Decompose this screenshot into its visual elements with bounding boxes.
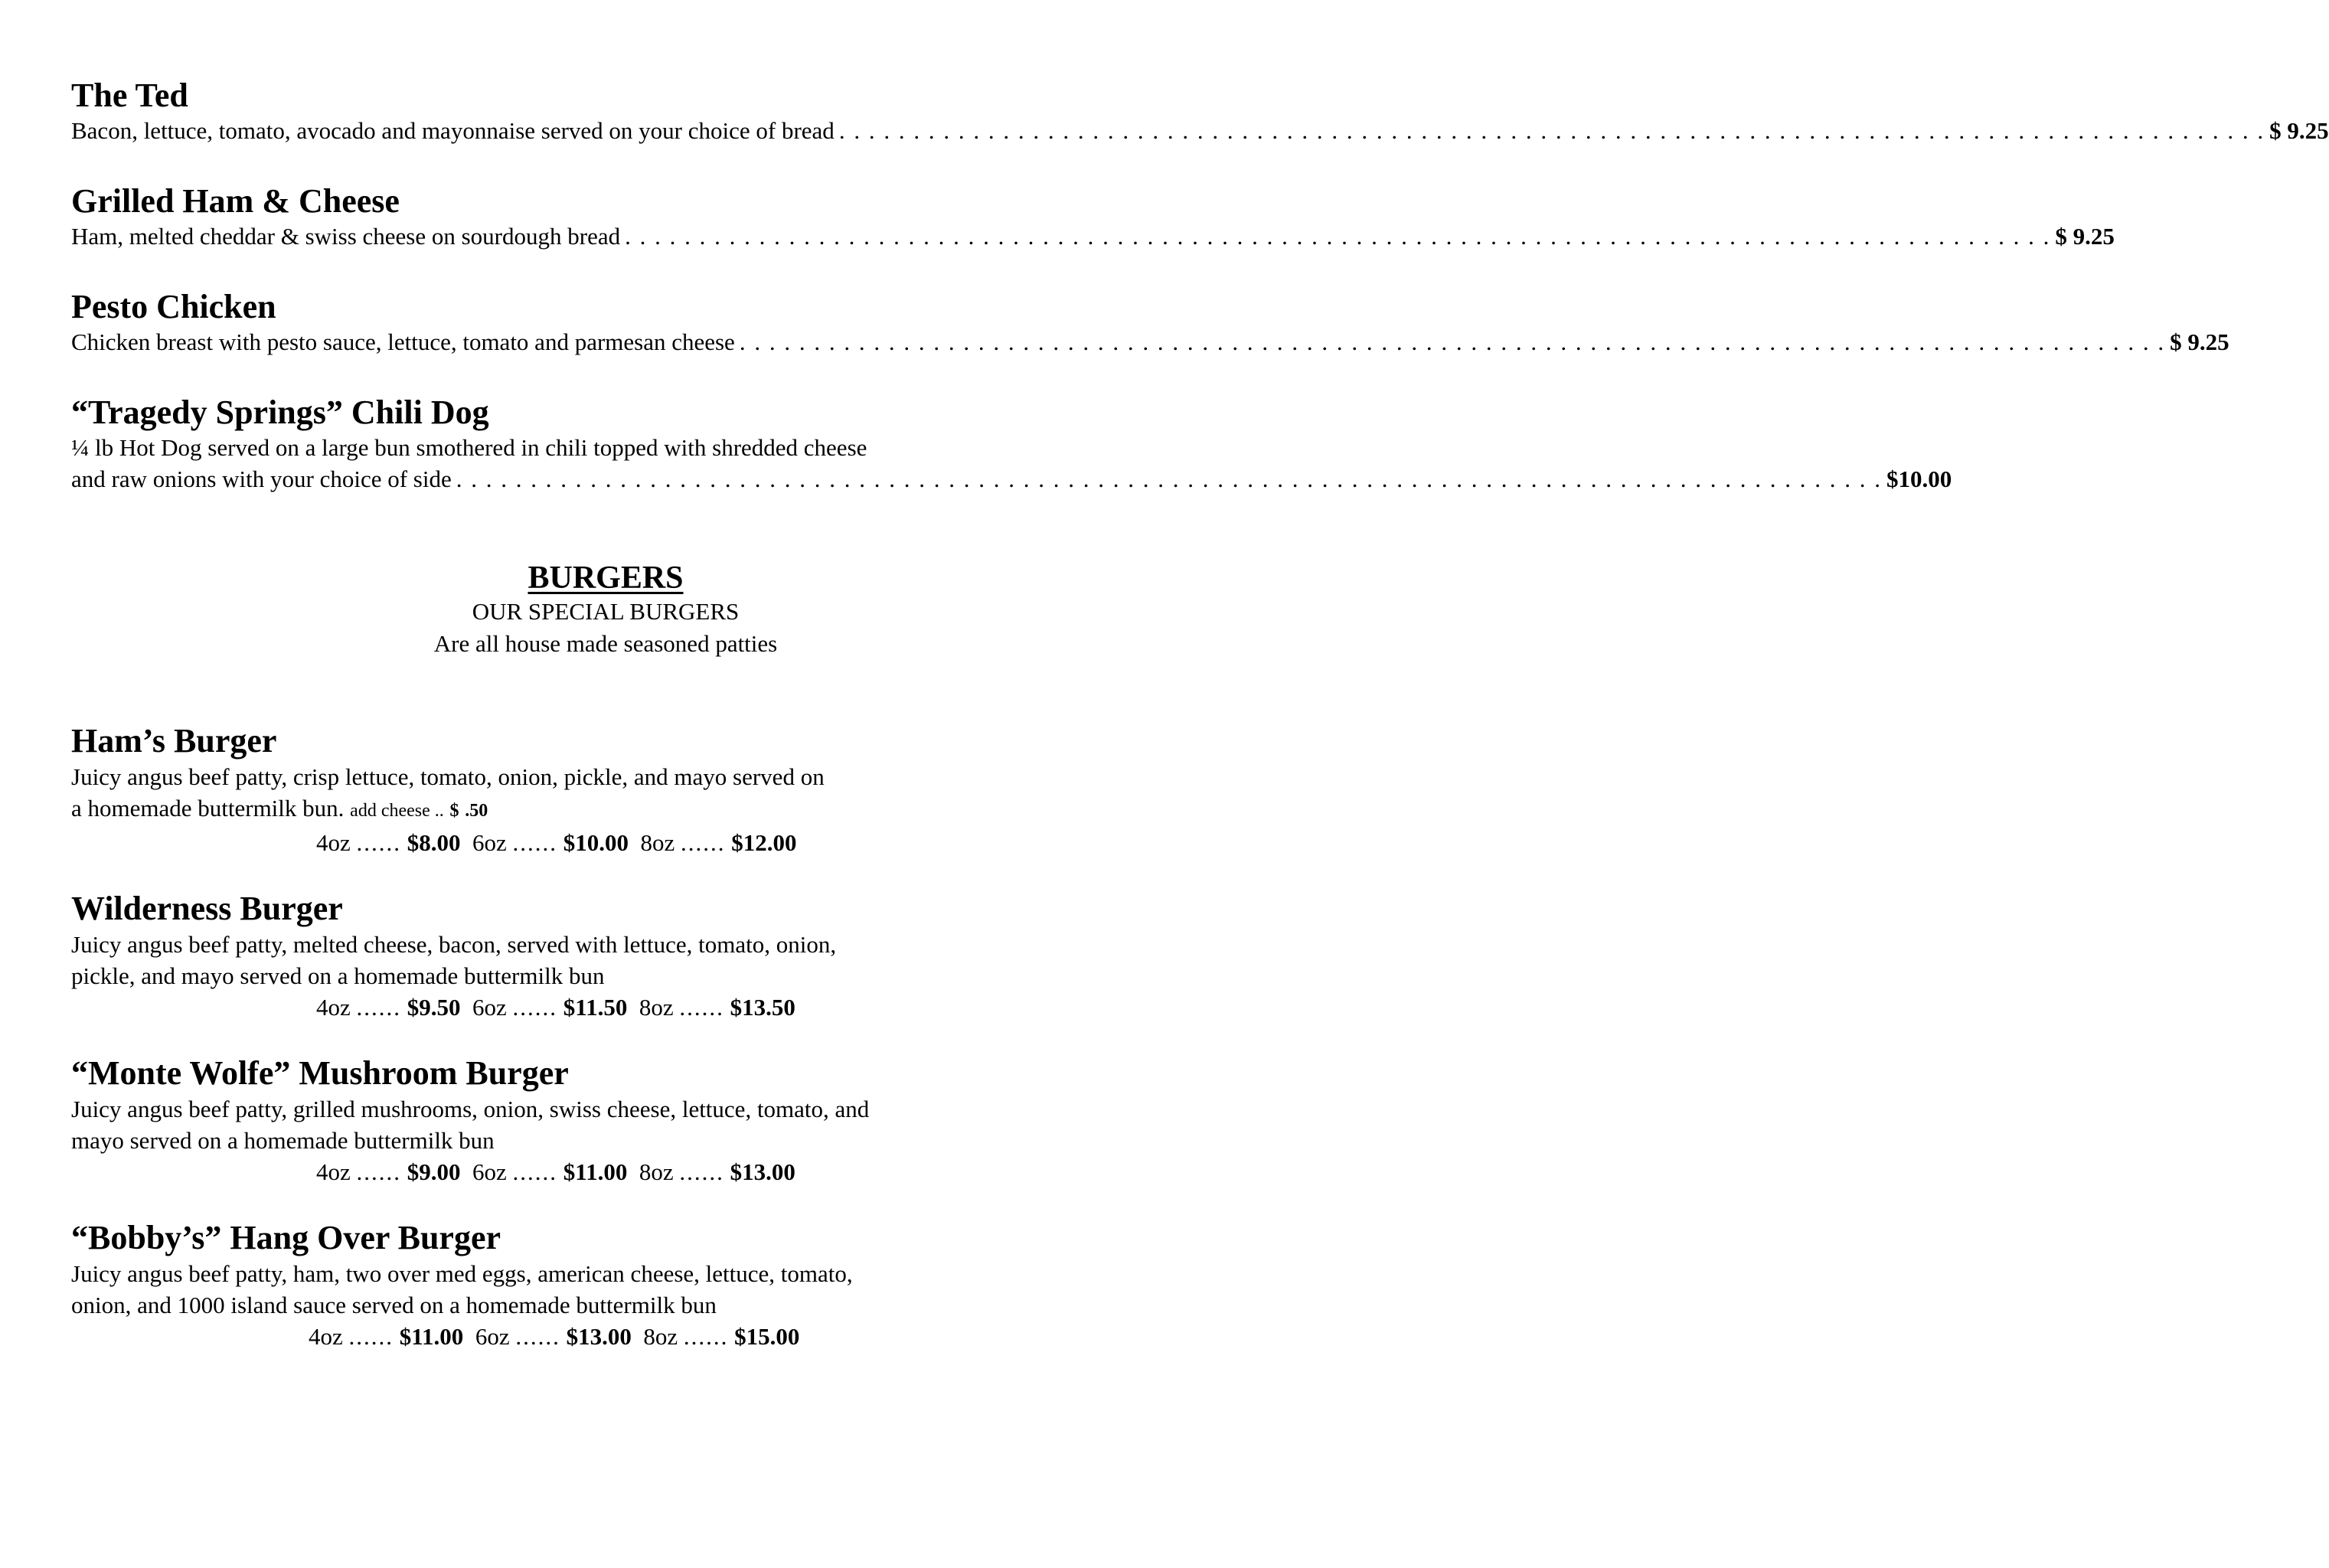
dot-leader: ...... [348, 1323, 394, 1350]
item-description: onion, and 1000 island sauce served on a homemade buttermilk bun [71, 1292, 717, 1318]
item-price: $ 9.25 [2055, 223, 2115, 250]
size-price: $11.00 [563, 1158, 628, 1185]
item-title: “Tragedy Springs” Chili Dog [71, 394, 489, 431]
size-label: 6oz [472, 829, 507, 856]
size-label: 8oz [639, 1158, 674, 1185]
size-label: 4oz [309, 1323, 343, 1350]
section-title: BURGERS [528, 560, 684, 596]
item-description [71, 792, 1139, 827]
add-cheese-price: .50 [465, 801, 488, 821]
item-description: Juicy angus beef patty, crisp lettuce, tomato, onion, pickle, and mayo served on [71, 763, 825, 790]
dot-leader: ...... [512, 829, 558, 856]
item-description [71, 432, 1139, 463]
item-title: Pesto Chicken [71, 288, 276, 325]
item-title: The Ted [71, 77, 188, 114]
item-description [71, 463, 1952, 495]
dot-leader: ...... [356, 994, 402, 1021]
item-title: “Monte Wolfe” Mushroom Burger [71, 1054, 569, 1092]
size-price: $15.00 [734, 1323, 800, 1350]
size-price: $9.50 [407, 994, 461, 1021]
dot-leader: ...... [356, 1158, 402, 1185]
burger-list [71, 722, 1139, 1383]
size-label: 8oz [640, 829, 675, 856]
add-cheese-label: add cheese .. [350, 801, 444, 821]
item-price: $10.00 [1886, 466, 1952, 492]
item-description: Juicy angus beef patty, melted cheese, bacon, served with lettuce, tomato, onion, [71, 931, 837, 958]
item-description-text: Chicken breast with pesto sauce, lettuce, tomato and parmesan cheese [71, 328, 735, 355]
dot-leader: ...... [356, 829, 402, 856]
menu-item-pesto-chicken [71, 288, 2229, 358]
menu-item-wilderness-burger [71, 890, 1139, 1024]
item-description: Juicy angus beef patty, ham, two over med eggs, american cheese, lettuce, tomato, [71, 1260, 853, 1287]
dot-leader: ...... [681, 829, 726, 856]
size-label: 4oz [316, 829, 351, 856]
dot-leader: . . . . . . . . . . . . . . . . . . . . . . . . . . . . . . . . . . . . . . . . . . . . . . . . . . . . . . . . . . . . . . . . . . . . . . . . . . . . . . . . . . . . . . . . . . . . . . . . [625, 223, 2051, 250]
section-subtitle: OUR SPECIAL BURGERS [472, 598, 740, 625]
size-label: 8oz [639, 994, 674, 1021]
size-label: 6oz [475, 1323, 510, 1350]
size-label: 8oz [643, 1323, 678, 1350]
size-prices [71, 827, 1139, 859]
item-description-text: and raw onions with your choice of side [71, 466, 452, 492]
item-title: Ham’s Burger [71, 722, 277, 760]
sandwich-list [71, 77, 2329, 495]
dot-leader: . . . . . . . . . . . . . . . . . . . . . . . . . . . . . . . . . . . . . . . . . . . . . . . . . . . . . . . . . . . . . . . . . . . . . . . . . . . . . . . . . . . . . . . . . . . . . . . . [838, 117, 2265, 144]
dot-leader: . . . . . . . . . . . . . . . . . . . . . . . . . . . . . . . . . . . . . . . . . . . . . . . . . . . . . . . . . . . . . . . . . . . . . . . . . . . . . . . . . . . . . . . . . . . . . . . . [456, 466, 1882, 492]
menu-item-monte-wolfe-mushroom-burger [71, 1054, 1139, 1188]
item-description [71, 115, 2329, 146]
size-price: $9.00 [407, 1158, 461, 1185]
item-title: Wilderness Burger [71, 890, 343, 927]
dot-leader: . . . . . . . . . . . . . . . . . . . . . . . . . . . . . . . . . . . . . . . . . . . . . . . . . . . . . . . . . . . . . . . . . . . . . . . . . . . . . . . . . . . . . . . . . . . . . . . . [739, 328, 2166, 355]
item-title: Grilled Ham & Cheese [71, 182, 400, 220]
size-price: $12.00 [731, 829, 797, 856]
size-price: $8.00 [407, 829, 461, 856]
item-price: $ 9.25 [2170, 328, 2229, 355]
item-description: pickle, and mayo served on a homemade buttermilk bun [71, 962, 605, 989]
menu-item-bobbys-hang-over-burger [71, 1219, 1139, 1353]
item-description-text: a homemade buttermilk bun. [71, 795, 345, 822]
size-prices [71, 1321, 1139, 1353]
menu-item-chili-dog [71, 394, 1952, 495]
size-price: $11.00 [399, 1323, 464, 1350]
menu-item-grilled-ham-cheese [71, 182, 2115, 252]
item-description-text: Bacon, lettuce, tomato, avocado and mayonnaise served on your choice of bread [71, 117, 835, 144]
size-prices [71, 991, 1139, 1024]
dot-leader: ...... [512, 1158, 558, 1185]
size-prices [71, 1156, 1139, 1188]
item-title: “Bobby’s” Hang Over Burger [71, 1219, 501, 1256]
size-price: $13.00 [566, 1323, 632, 1350]
size-price: $13.50 [730, 994, 795, 1021]
menu-item-hams-burger [71, 722, 1139, 859]
size-label: 6oz [472, 1158, 507, 1185]
item-description-text: ¼ lb Hot Dog served on a large bun smothered in chili topped with shredded cheese [71, 434, 867, 461]
size-price: $11.50 [563, 994, 628, 1021]
item-description: Juicy angus beef patty, grilled mushrooms, onion, swiss cheese, lettuce, tomato, and [71, 1096, 870, 1122]
item-description: mayo served on a homemade buttermilk bun [71, 1127, 495, 1154]
size-price: $10.00 [563, 829, 629, 856]
size-label: 4oz [316, 994, 351, 1021]
menu-item-the-ted [71, 77, 2329, 146]
item-price: $ 9.25 [2269, 117, 2329, 144]
dot-leader: ...... [512, 994, 558, 1021]
section-subtitle: Are all house made seasoned patties [433, 630, 778, 657]
size-label: 4oz [316, 1158, 351, 1185]
item-description-text: Ham, melted cheddar & swiss cheese on sourdough bread [71, 223, 621, 250]
dot-leader: ...... [679, 1158, 724, 1185]
size-label: 6oz [472, 994, 507, 1021]
add-cheese-currency: $ [449, 801, 459, 821]
dot-leader: ...... [515, 1323, 560, 1350]
size-price: $13.00 [730, 1158, 795, 1185]
dot-leader: ...... [683, 1323, 729, 1350]
dot-leader: ...... [679, 994, 724, 1021]
item-description [71, 326, 2229, 358]
item-description [71, 220, 2115, 252]
burgers-section-header [0, 560, 1211, 660]
